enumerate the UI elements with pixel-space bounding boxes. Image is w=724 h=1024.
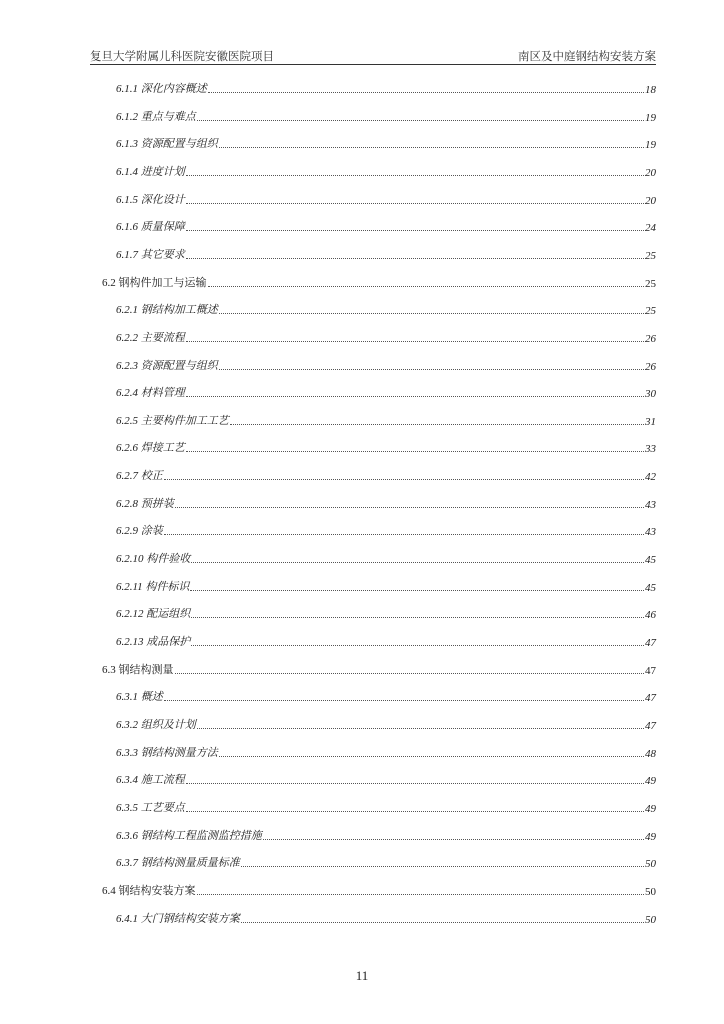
toc-leader-dots (219, 369, 644, 370)
toc-entry[interactable] (116, 80, 656, 96)
toc-entry-title: 6.3.5 工艺要点 (116, 802, 185, 814)
toc-leader-dots (186, 341, 644, 342)
toc-entry-page: 25 (645, 250, 656, 262)
toc-leader-dots (186, 396, 644, 397)
toc-entry[interactable] (116, 357, 656, 373)
toc-entry-page: 49 (645, 775, 656, 787)
toc-entry[interactable] (116, 218, 656, 234)
toc-entry-page: 25 (645, 278, 656, 290)
toc-entry-page: 26 (645, 333, 656, 345)
toc-entry-page: 18 (645, 84, 656, 96)
toc-entry[interactable] (102, 274, 656, 290)
toc-entry[interactable] (116, 191, 656, 207)
toc-entry-page: 24 (645, 222, 656, 234)
toc-leader-dots (191, 645, 644, 646)
toc-entry[interactable] (116, 108, 656, 124)
toc-leader-dots (230, 424, 644, 425)
toc-entry-title: 6.3.4 施工流程 (116, 774, 185, 786)
toc-entry-page: 50 (645, 858, 656, 870)
toc-entry-title: 6.2.3 资源配置与组织 (116, 360, 218, 372)
toc-leader-dots (186, 230, 644, 231)
toc-leader-dots (219, 756, 644, 757)
toc-entry-title: 6.4 钢结构安装方案 (102, 885, 196, 897)
toc-entry[interactable] (116, 163, 656, 179)
toc-entry[interactable] (116, 799, 656, 815)
toc-leader-dots (208, 286, 645, 287)
toc-entry-title: 6.3 钢结构测量 (102, 664, 174, 676)
toc-entry[interactable] (116, 716, 656, 732)
toc-entry[interactable] (102, 882, 656, 898)
toc-leader-dots (164, 479, 644, 480)
toc-entry-page: 30 (645, 388, 656, 400)
toc-entry-title: 6.3.6 钢结构工程监测监控措施 (116, 830, 262, 842)
toc-leader-dots (263, 839, 644, 840)
toc-leader-dots (197, 120, 644, 121)
toc-entry[interactable] (116, 439, 656, 455)
toc-entry-page: 49 (645, 831, 656, 843)
toc-entry-page: 42 (645, 471, 656, 483)
toc-entry[interactable] (116, 329, 656, 345)
toc-entry[interactable] (116, 550, 656, 566)
toc-entry-page: 47 (645, 720, 656, 732)
toc-entry[interactable] (116, 578, 656, 594)
toc-entry-page: 45 (645, 554, 656, 566)
toc-leader-dots (186, 783, 644, 784)
toc-entry-title: 6.2.1 钢结构加工概述 (116, 304, 218, 316)
toc-entry-page: 45 (645, 582, 656, 594)
toc-entry-title: 6.1.2 重点与难点 (116, 111, 196, 123)
toc-entry-page: 20 (645, 167, 656, 179)
toc-leader-dots (197, 728, 644, 729)
toc-entry-page: 19 (645, 112, 656, 124)
toc-entry[interactable] (116, 910, 656, 926)
toc-entry-page: 43 (645, 499, 656, 511)
toc-entry-page: 20 (645, 195, 656, 207)
toc-leader-dots (241, 866, 644, 867)
toc-entry-page: 50 (645, 886, 656, 898)
toc-entry-title: 6.1.6 质量保障 (116, 221, 185, 233)
toc-entry[interactable] (116, 467, 656, 483)
toc-entry[interactable] (116, 771, 656, 787)
toc-entry-page: 25 (645, 305, 656, 317)
toc-entry-page: 26 (645, 361, 656, 373)
toc-entry-title: 6.2.8 预拼装 (116, 498, 174, 510)
toc-leader-dots (191, 617, 644, 618)
toc-entry-title: 6.1.4 进度计划 (116, 166, 185, 178)
toc-entry-title: 6.2.2 主要流程 (116, 332, 185, 344)
toc-entry-page: 31 (645, 416, 656, 428)
toc-entry[interactable] (116, 412, 656, 428)
toc-leader-dots (208, 92, 644, 93)
toc-entry[interactable] (116, 854, 656, 870)
toc-leader-dots (219, 147, 644, 148)
toc-entry-title: 6.3.7 钢结构测量质量标准 (116, 857, 240, 869)
toc-entry-title: 6.2.6 焊接工艺 (116, 442, 185, 454)
toc-entry-title: 6.2.7 校正 (116, 470, 163, 482)
toc-entry-page: 49 (645, 803, 656, 815)
toc-leader-dots (241, 922, 644, 923)
toc-entry-title: 6.2.13 成品保护 (116, 636, 191, 648)
toc-entry-page: 47 (645, 665, 656, 677)
header-project-title: 复旦大学附属儿科医院安徽医院项目 (90, 51, 274, 63)
toc-entry[interactable] (116, 495, 656, 511)
toc-entry-title: 6.1.3 资源配置与组织 (116, 138, 218, 150)
toc-leader-dots (186, 203, 644, 204)
toc-entry-page: 43 (645, 526, 656, 538)
toc-entry-page: 47 (645, 637, 656, 649)
toc-entry-page: 19 (645, 139, 656, 151)
toc-entry-page: 47 (645, 692, 656, 704)
toc-entry[interactable] (116, 135, 656, 151)
toc-entry-page: 33 (645, 443, 656, 455)
toc-entry-page: 50 (645, 914, 656, 926)
toc-leader-dots (175, 507, 644, 508)
toc-entry-title: 6.2.5 主要构件加工工艺 (116, 415, 229, 427)
toc-entry-page: 48 (645, 748, 656, 760)
toc-leader-dots (186, 175, 644, 176)
toc-entry-title: 6.2.9 涂装 (116, 525, 163, 537)
toc-leader-dots (219, 313, 644, 314)
toc-entry[interactable] (116, 246, 656, 262)
toc-entry-title: 6.1.1 深化内容概述 (116, 83, 207, 95)
toc-leader-dots (186, 258, 644, 259)
toc-entry[interactable] (116, 522, 656, 538)
toc-entry-title: 6.3.1 概述 (116, 691, 163, 703)
toc-entry[interactable] (116, 605, 656, 621)
toc-entry-title: 6.1.5 深化设计 (116, 194, 185, 206)
toc-entry[interactable] (116, 827, 656, 843)
toc-entry[interactable] (116, 633, 656, 649)
toc-entry[interactable] (116, 744, 656, 760)
toc-leader-dots (197, 894, 645, 895)
toc-entry-title: 6.2.4 材料管理 (116, 387, 185, 399)
toc-entry-title: 6.4.1 大门钢结构安装方案 (116, 913, 240, 925)
toc-entry[interactable] (116, 301, 656, 317)
toc-entry-title: 6.2.10 构件验收 (116, 553, 191, 565)
header-document-title: 南区及中庭钢结构安装方案 (518, 51, 656, 63)
toc-entry-title: 6.2.11 构件标识 (116, 581, 190, 593)
toc-entry-title: 6.3.3 钢结构测量方法 (116, 747, 218, 759)
toc-leader-dots (175, 673, 645, 674)
toc-entry[interactable] (102, 661, 656, 677)
toc-entry-title: 6.2.12 配运组织 (116, 608, 191, 620)
toc-entry-title: 6.2 钢构件加工与运输 (102, 277, 207, 289)
toc-entry[interactable] (116, 688, 656, 704)
toc-leader-dots (190, 590, 644, 591)
toc-leader-dots (164, 534, 644, 535)
toc-entry-title: 6.3.2 组织及计划 (116, 719, 196, 731)
page-number: 11 (355, 968, 369, 983)
toc-leader-dots (186, 811, 644, 812)
toc-entry-title: 6.1.7 其它要求 (116, 249, 185, 261)
toc-leader-dots (164, 700, 644, 701)
toc-leader-dots (191, 562, 644, 563)
toc-leader-dots (186, 451, 644, 452)
toc-entry[interactable] (116, 384, 656, 400)
toc-entry-page: 46 (645, 609, 656, 621)
